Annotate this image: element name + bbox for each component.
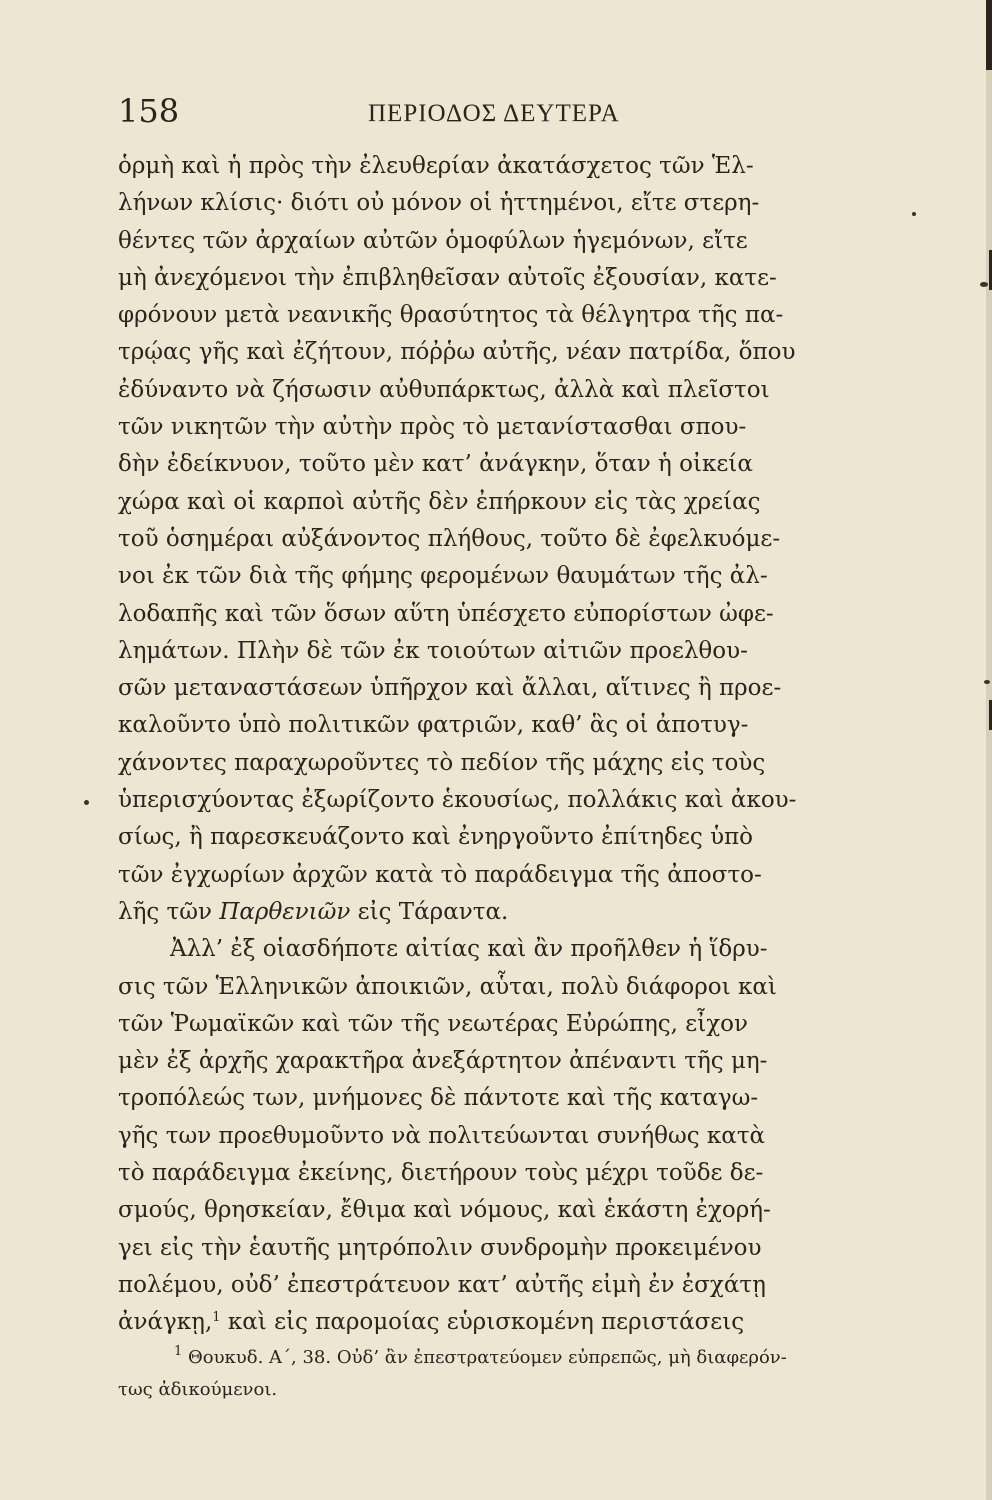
footnote-line — [118, 1342, 898, 1374]
text-line: γῆς των προεθυμοῦντο νὰ πολιτεύωνται συνήθως κατὰ — [118, 1122, 766, 1149]
text-line: λοδαπῆς καὶ τῶν ὅσων αὕτη ὑπέσχετο εὐπορίστων ὠφε- — [118, 600, 774, 627]
ink-speck — [980, 282, 988, 287]
text-line: χάνοντες παραχωροῦντες τὸ πεδίον τῆς μάχης εἰς τοὺς — [118, 749, 766, 776]
text-line-end: λῆς τῶν Παρθενιῶν εἰς Τάραντα. — [118, 898, 509, 925]
text-line-with-italic — [118, 894, 898, 931]
text-line: θέντες τῶν ἀρχαίων αὐτῶν ὁμοφύλων ἡγεμόνων, εἴτε — [118, 227, 748, 254]
text-line: σῶν μεταναστάσεων ὑπῆρχον καὶ ἄλλαι, αἵτινες ἢ προε- — [118, 675, 782, 702]
text-line: ὑπερισχύοντας ἐξωρίζοντο ἑκουσίως, πολλάκις καὶ ἀκου- — [118, 787, 797, 814]
text-line-last: ἀνάγκῃ,$^1$ καὶ εἰς παρομοίας εὑρισκομένη περιστάσεις — [118, 1309, 745, 1336]
text-line: μὲν ἐξ ἀρχῆς χαρακτῆρα ἀνεξάρτητον ἀπέναντι τῆς μη- — [118, 1048, 768, 1075]
page-header — [118, 92, 898, 134]
body-text — [118, 148, 898, 1342]
text-line-with-footnote-ref — [118, 1304, 898, 1341]
text-line: σίως, ἢ παρεσκευάζοντο καὶ ἐνηργοῦντο ἐπίτηδες ὑπὸ — [118, 824, 754, 851]
text-line: τρῴας γῆς καὶ ἐζήτουν, πόῤῥω αὐτῆς, νέαν πατρίδα, ὅπου — [118, 339, 796, 366]
text-line: ὁρμὴ καὶ ἡ πρὸς τὴν ἐλευθερίαν ἀκατάσχετος τῶν Ἑλ- — [118, 153, 754, 179]
text-line: χώρα καὶ οἱ καρποὶ αὐτῆς δὲν ἐπήρκουν εἰς τὰς χρείας — [118, 488, 761, 515]
text-line: μὴ ἀνεχόμενοι τὴν ἐπιβληθεῖσαν αὐτοῖς ἐξουσίαν, κατε- — [118, 264, 777, 291]
ink-speck — [984, 680, 990, 684]
text-line: τὸ παράδειγμα ἐκείνης, διετήρουν τοὺς μέχρι τοῦδε δε- — [118, 1160, 764, 1187]
text-line: τοῦ ὁσημέραι αὐξάνοντος πλήθους, τοῦτο δὲ ἐφελκυόμε- — [118, 525, 781, 552]
text-line: σμούς, θρησκείαν, ἔθιμα καὶ νόμους, καὶ ἑκάστη ἐχορή- — [118, 1197, 771, 1224]
text-line: καλοῦντο ὑπὸ πολιτικῶν φατριῶν, καθ’ ἃς οἱ ἀποτυγ- — [118, 712, 749, 739]
footnote — [118, 1342, 898, 1406]
text-line: λήνων κλίσις· διότι οὐ μόνον οἱ ἡττημένοι, εἴτε στερη- — [118, 190, 760, 217]
running-head: ΠΕΡΙΟΔΟΣ ΔΕΥΤΕΡΑ — [368, 100, 620, 127]
footnote-text: Θουκυδ. Α΄, 38. Οὐδ’ ἂν ἐπεστρατεύομεν εὐπρεπῶς, μὴ διαφερόν- — [188, 1347, 787, 1368]
text-line: σις τῶν Ἑλληνικῶν ἀποικιῶν, αὗται, πολὺ διάφοροι καὶ — [118, 973, 777, 1000]
italic-phrase: Παρθενιῶν — [219, 898, 351, 925]
ink-speck — [912, 212, 916, 216]
text-line: γει εἰς τὴν ἑαυτῆς μητρόπολιν συνδρομὴν προκειμένου — [118, 1234, 762, 1261]
text-line: νοι ἐκ τῶν διὰ τῆς φήμης φερομένων θαυμάτων τῆς ἀλ- — [118, 563, 768, 590]
text-line: τῶν νικητῶν τὴν αὐτὴν πρὸς τὸ μετανίστασθαι σπου- — [118, 414, 747, 441]
text-line: τροπόλεώς των, μνήμονες δὲ πάντοτε καὶ τῆς καταγω- — [118, 1085, 759, 1112]
text-line: φρόνουν μετὰ νεανικῆς θρασύτητος τὰ θέλγητρα τῆς πα- — [118, 302, 784, 329]
text-line: δὴν ἐδείκνυον, τοῦτο μὲν κατ’ ἀνάγκην, ὅταν ἡ οἰκεία — [118, 451, 753, 478]
footnote-reference: 1 — [212, 1310, 221, 1326]
page-number: 158 — [118, 92, 180, 130]
text-line: τῶν ἐγχωρίων ἀρχῶν κατὰ τὸ παράδειγμα τῆς ἀποστο- — [118, 861, 762, 888]
footnote-line: τως ἀδικούμενοι. — [118, 1379, 278, 1400]
paragraph-start-line: Ἀλλ’ ἐξ οἱασδήποτε αἰτίας καὶ ἂν προῆλθεν ἡ ἵδρυ- — [170, 936, 768, 963]
text-line: λημάτων. Πλὴν δὲ τῶν ἐκ τοιούτων αἰτιῶν προελθου- — [118, 637, 748, 664]
page-edge — [986, 0, 992, 1500]
text-line: τῶν Ῥωμαϊκῶν καὶ τῶν τῆς νεωτέρας Εὐρώπης, εἶχον — [118, 1010, 749, 1037]
footnote-marker: 1 — [174, 1344, 183, 1359]
text-line: ἐδύναντο νὰ ζήσωσιν αὐθυπάρκτως, ἀλλὰ καὶ πλεῖστοι — [118, 376, 770, 403]
text-line: πολέμου, οὐδ’ ἐπεστράτευον κατ’ αὐτῆς εἰμὴ ἐν ἐσχάτῃ — [118, 1271, 766, 1298]
ink-speck — [84, 800, 89, 805]
